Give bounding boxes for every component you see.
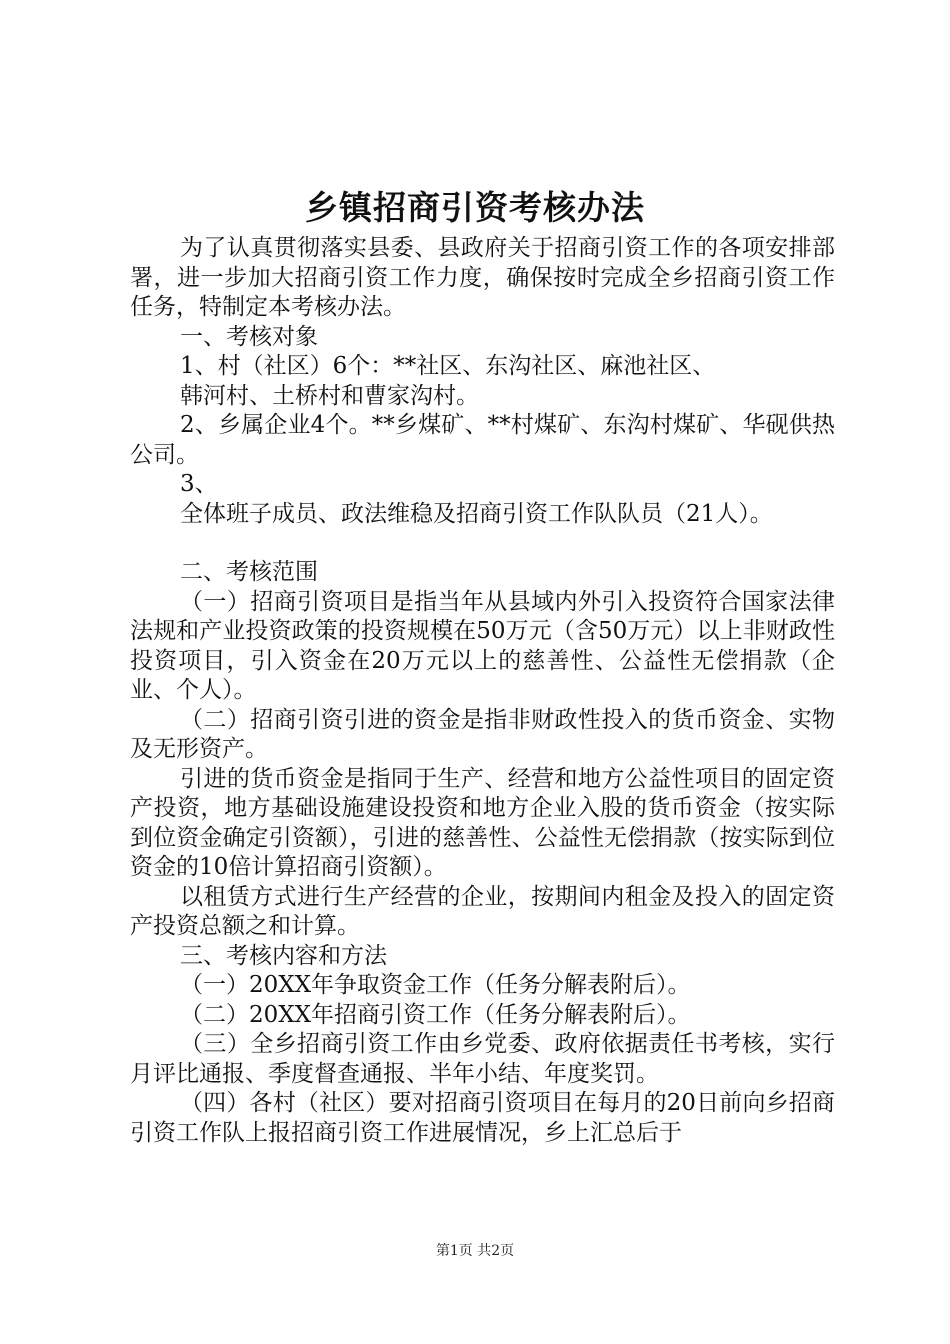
body-paragraph: （二）招商引资引进的资金是指非财政性投入的货币资金、实物及无形资产。	[130, 706, 835, 762]
list-item: 2、乡属企业4个。**乡煤矿、**村煤矿、东沟村煤矿、华砚供热公司。	[130, 412, 835, 468]
body-paragraph: （一）招商引资项目是指当年从县域内外引入投资符合国家法律法规和产业投资政策的投资规模在50万元（含50万元）以上非财政性投资项目，引入资金在20万元以上的慈善性、公益性无偿捐款（企业、个人）。	[130, 588, 835, 703]
body-paragraph: （四）各村（社区）要对招商引资项目在每月的20日前向乡招商引资工作队上报招商引资工作进展情况，乡上汇总后于	[130, 1090, 835, 1146]
blank-line	[130, 529, 835, 558]
page-number-footer: 第1页 共2页	[435, 1243, 515, 1259]
list-item-continuation: 全体班子成员、政法维稳及招商引资工作队队员（21人）。	[180, 500, 773, 527]
list-item: 3、	[180, 471, 218, 497]
document-body	[130, 234, 835, 1148]
list-item-continuation: 韩河村、土桥村和曹家沟村。	[180, 382, 479, 409]
body-paragraph: 引进的货币资金是指同于生产、经营和地方公益性项目的固定资产投资，地方基础设施建设投资和地方企业入股的货币资金（按实际到位资金确定引资额），引进的慈善性、公益性无偿捐款（按实际到位资金的10倍计算招商引资额）。	[130, 765, 835, 880]
section-heading: 二、考核范围	[180, 559, 318, 585]
document-title: 乡镇招商引资考核办法	[305, 188, 645, 227]
intro-paragraph: 为了认真贯彻落实县委、县政府关于招商引资工作的各项安排部署，进一步加大招商引资工作力度，确保按时完成全乡招商引资工作任务，特制定本考核办法。	[130, 235, 835, 320]
section-heading: 三、考核内容和方法	[180, 942, 387, 969]
section-heading: 一、考核对象	[180, 323, 318, 350]
body-paragraph: （一）20XX年争取资金工作（任务分解表附后）。	[180, 972, 691, 998]
body-paragraph: （二）20XX年招商引资工作（任务分解表附后）。	[180, 1001, 691, 1028]
list-item: 1、村（社区）6个：**社区、东沟社区、麻池社区、	[180, 353, 716, 379]
body-paragraph: 以租赁方式进行生产经营的企业，按期间内租金及投入的固定资产投资总额之和计算。	[130, 883, 835, 939]
body-paragraph: （三）全乡招商引资工作由乡党委、政府依据责任书考核，实行月评比通报、季度督查通报、半年小结、年度奖罚。	[130, 1031, 835, 1087]
